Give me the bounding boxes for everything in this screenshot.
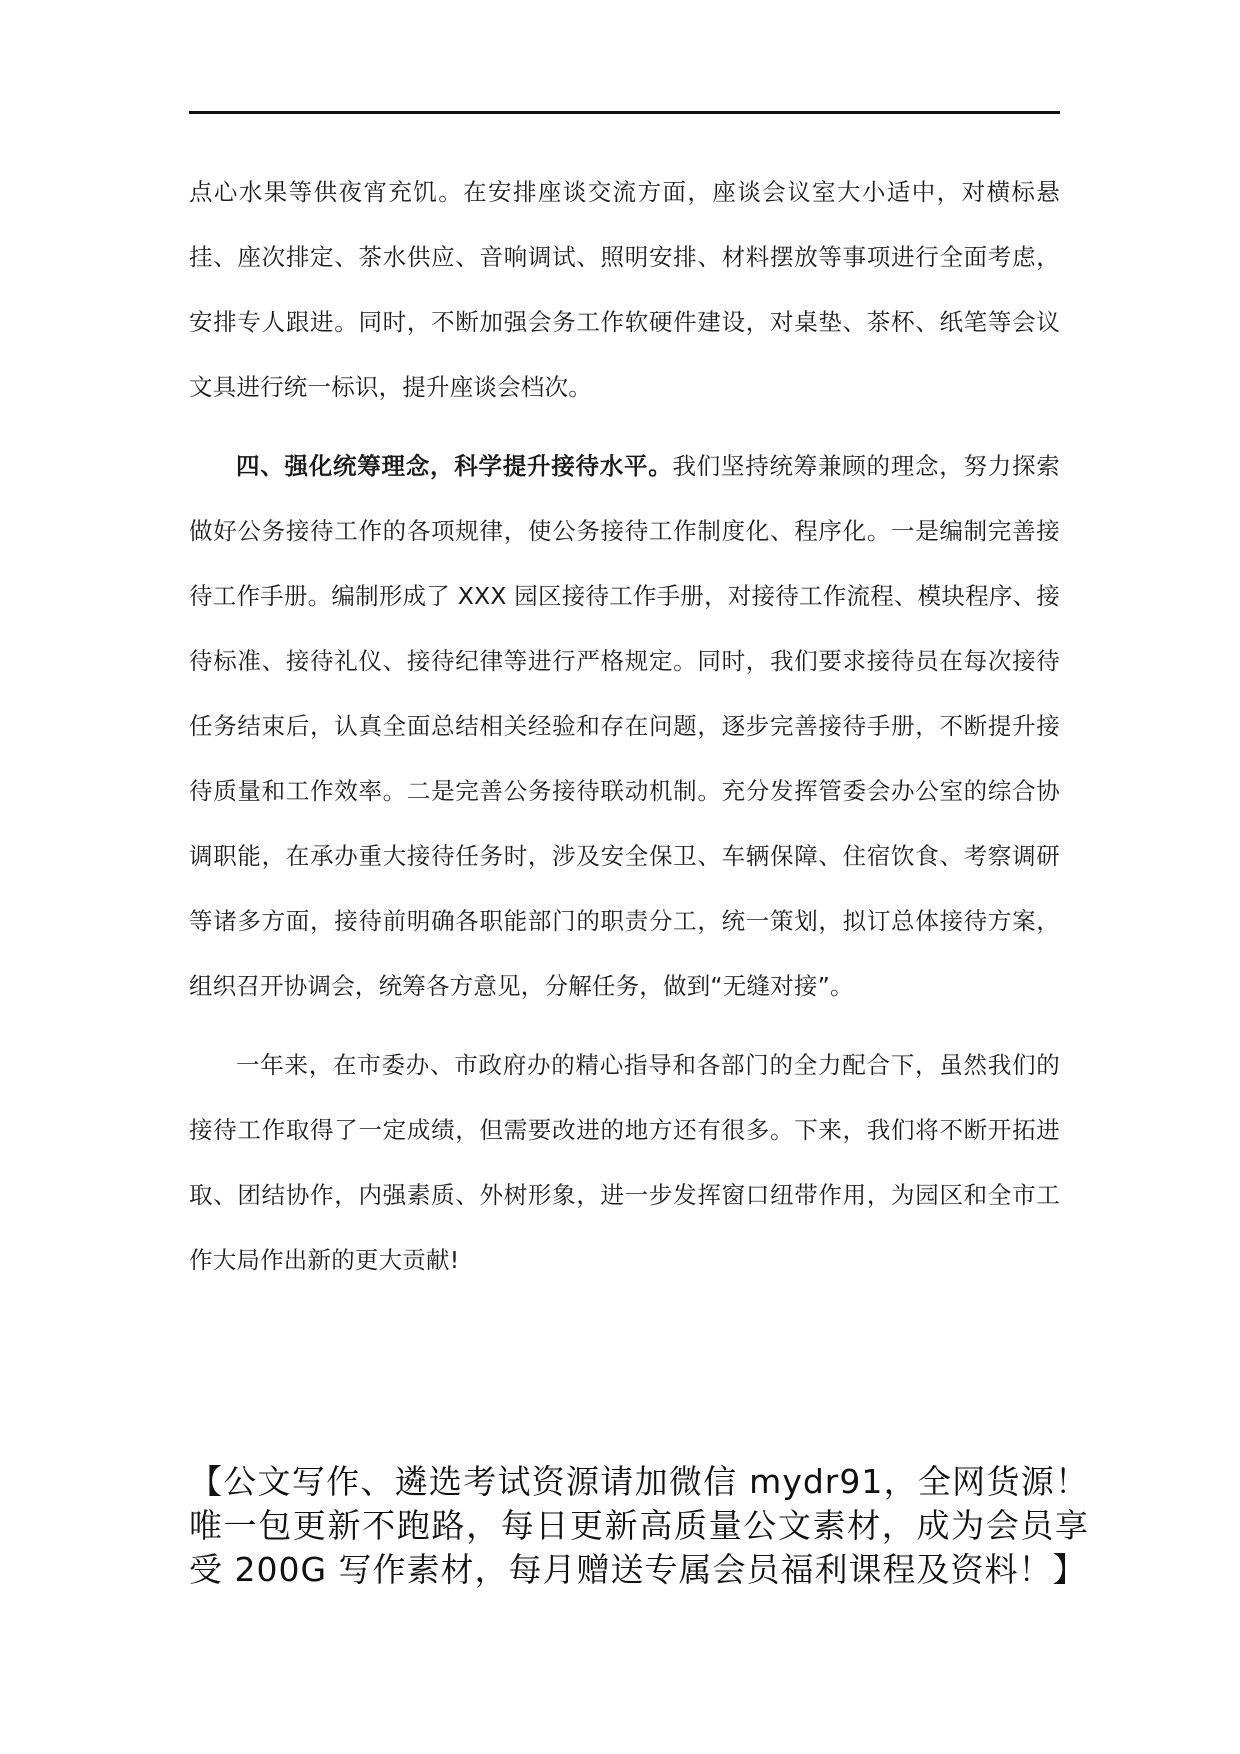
paragraph-text: 我们坚持统筹兼顾的理念，努力探索做好公务接待工作的各项规律，使公务接待工作制度化、程序化。一是编制完善接待工作手册。编制形成了 XXX 园区接待工作手册，对接待工作流程、模块程序、接待标准、接待礼仪、接待纪律等进行严格规定。同时，我们要求接待员在每次接待任务结束后，认真全面总结相关经验和存在问题，逐步完善接待手册，不断提升接待质量和工作效率。二是完善公务接待联动机制。充分发挥管委会办公室的综合协调职能，在承办重大接待任务时，涉及安全保卫、车辆保障、住宿饮食、考察调研等诸多方面，接待前明确各职能部门的职责分工，统一策划，拟订总体接待方案，组织召开协调会，统筹各方意见，分解任务，做到“无缝对接”。 <box>189 452 1060 1000</box>
paragraph-text: 一年来，在市委办、市政府办的精心指导和各部门的全力配合下，虽然我们的接待工作取得了一定成绩，但需要改进的地方还有很多。下来，我们将不断开拓进取、团结协作，内强素质、外树形象，进一步发挥窗口纽带作用，为园区和全市工作大局作出新的更大贡献! <box>189 1051 1060 1274</box>
section-heading: 四、强化统筹理念，科学提升接待水平。 <box>236 452 673 480</box>
paragraph-continuation <box>189 160 1060 420</box>
paragraph-section-four <box>189 434 1060 1019</box>
document-body <box>189 160 1060 1293</box>
header-rule <box>189 111 1060 114</box>
promo-notice: 【公文写作、遴选考试资源请加微信 mydr91，全网货源！唯一包更新不跑路，每日更新高质量公文素材，成为会员享受 200G 写作素材，每月赠送专属会员福利课程及资料！】 <box>189 1462 1089 1589</box>
paragraph-text: 点心水果等供夜宵充饥。在安排座谈交流方面，座谈会议室大小适中，对横标悬挂、座次排定、茶水供应、音响调试、照明安排、材料摆放等事项进行全面考虑，安排专人跟进。同时，不断加强会务工作软硬件建设，对桌垫、茶杯、纸笔等会议文具进行统一标识，提升座谈会档次。 <box>189 178 1060 401</box>
paragraph-conclusion <box>189 1033 1060 1293</box>
